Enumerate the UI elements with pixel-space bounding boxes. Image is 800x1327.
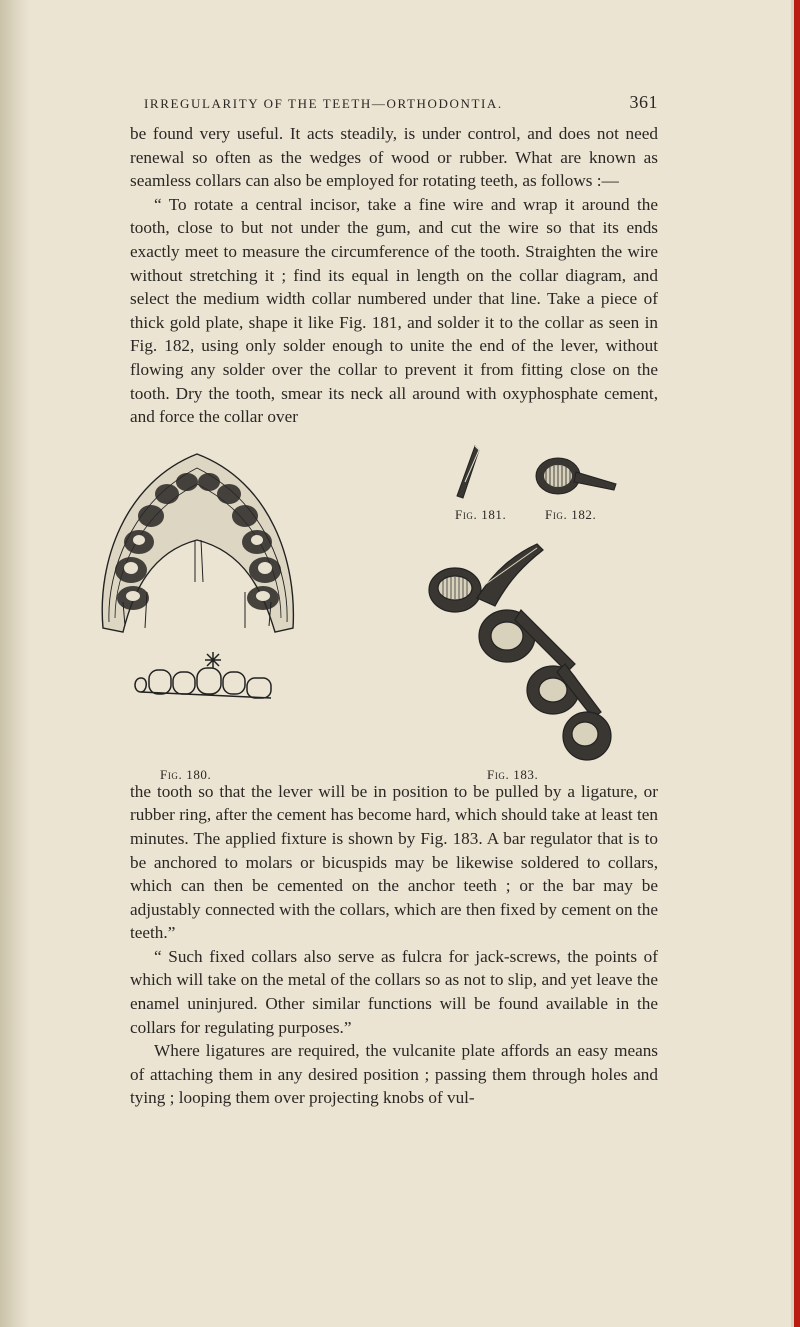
fig-182-illustration [532, 452, 622, 502]
paragraph: the tooth so that the lever will be in position to be pulled by a ligature, or rubber ring, after the cement has become hard, which should take at least ten minutes. The applied fixture is shown by Fig. 183. A bar regulator that is to be anchored to molars or bicuspids may be likewise soldered to collars, which can then be cemented on the anchor teeth ; or the bar may be adjustably connected with the collars, which are then fixed by cement on the teeth.” [130, 781, 658, 943]
fig-183-illustration [425, 540, 615, 765]
fig-180-illustration [85, 442, 315, 742]
fig-181-caption: Fig. 181. [455, 506, 507, 522]
book-page [130, 92, 658, 1110]
book-cover-edge [794, 0, 800, 1327]
running-header [130, 92, 658, 122]
fig-180-caption: Fig. 180. [160, 766, 212, 782]
fig-183-caption: Fig. 183. [487, 766, 539, 782]
page-number: 361 [629, 92, 658, 112]
figure-group [130, 442, 658, 780]
fig-181-illustration [453, 442, 483, 502]
fig-182-caption: Fig. 182. [545, 506, 597, 522]
running-header-title: IRREGULARITY OF THE TEETH—ORTHODONTIA. [144, 96, 503, 111]
paragraph: “ To rotate a central incisor, take a fine wire and wrap it around the tooth, close to but not under the gum, and cut the wire so that its ends exactly meet to measure the circumference of the tooth. Straighten the wire without stretching it ; find its equal in length on the collar diagram, and select the medium width collar numbered under that line. Take a piece of thick gold plate, shape it like Fig. 181, and solder it to the collar as seen in Fig. 182, using only solder enough to unite the end of the lever, without flowing any solder over the collar to prevent it from fitting close on the tooth. Dry the tooth, smear its neck all around with oxyphosphate cement, and force the collar over [130, 194, 658, 427]
paragraph: Where ligatures are required, the vulcanite plate affords an easy means of attaching them in any desired position ; passing them through holes and tying ; looping them over projecting knobs of vul- [130, 1041, 658, 1108]
paragraph: “ Such fixed collars also serve as fulcra for jack-screws, the points of which will take on the metal of the collars so as not to slip, and yet leave the enamel uninjured. Other similar functions will be found available in the collars for regulating purposes.” [130, 946, 658, 1037]
paragraph: be found very useful. It acts steadily, is under control, and does not need renewal so often as the wedges of wood or rubber. What are known as seamless collars can also be employed for rotating teeth, as follows :— [130, 124, 658, 191]
page-gutter-shadow [0, 0, 30, 1327]
